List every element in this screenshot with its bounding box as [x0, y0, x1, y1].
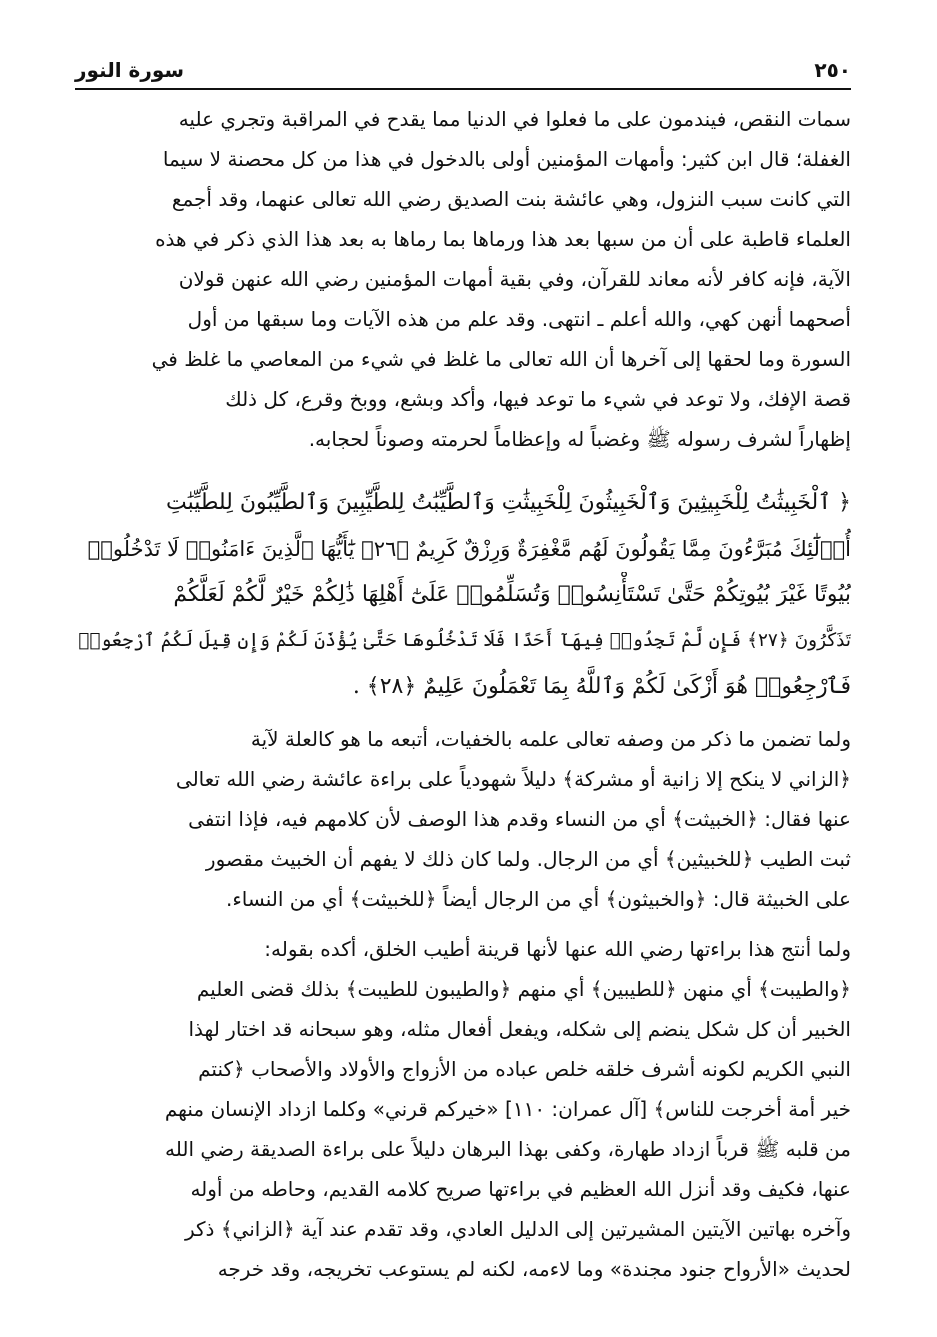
text-line: عنها فقال: ﴿الخبيثت﴾ أي من النساء وقدم هذا الوصف لأن كلامهم فيه، فإذا انتفى: [188, 807, 851, 831]
verse-line: بُيُوتًا غَيْرَ بُيُوتِكُمْ حَتَّىٰ تَسْتَأْنِسُوا۟ وَتُسَلِّمُوا۟ عَلَىٰٓ أَهْلِهَا ذَٰلِكُمْ خَيْرٌ لَّكُمْ لَعَلَّكُمْ: [173, 582, 851, 607]
commentary-paragraph-2: [75, 719, 851, 919]
text-line: العلماء قاطبة على أن من سبها بعد هذا ورماها بما رماها به بعد هذا الذي ذكر في هذه: [155, 227, 851, 251]
text-line: الخبير أن كل شكل ينضم إلى شكله، ويفعل أفعال مثله، وهو سبحانه قد اختار لهذا: [188, 1017, 851, 1041]
text-line: الآية، فإنه كافر لأنه معاند للقرآن، وفي بقية أمهات المؤمنين رضي الله عنهن قولان: [178, 267, 851, 291]
text-line: على الخبيثة قال: ﴿والخبيثون﴾ أي من الرجال أيضاً ﴿للخبيثت﴾ أي من النساء.: [226, 887, 851, 911]
text-line: ﴿والطيبت﴾ أي منهن ﴿للطيبين﴾ أي منهم ﴿والطيبون للطيبت﴾ بذلك قضى العليم: [196, 977, 851, 1001]
text-line: ثبت الطيب ﴿للخبيثين﴾ أي من الرجال. ولما كان ذلك لا يفهم أن الخبيث مقصور: [205, 847, 851, 871]
verse-line: تَذَكَّرُونَ ﴿٢٧﴾ فَإِن لَّمْ تَجِدُوا۟ فِيهَآ أَحَدًا فَلَا تَدْخُلُوهَا حَتَّىٰ يُؤْذَنَ لَكُمْ وَإِن قِيلَ لَكُمُ ٱرْجِعُوا۟: [78, 630, 851, 651]
text-line: من قلبه ﷺ قرباً ازداد طهارة، وكفى بهذا البرهان دليلاً على براءة الصديقة رضي الله: [165, 1137, 851, 1161]
text-line: سمات النقص، فيندمون على ما فعلوا في الدنيا مما يقدح في المراقبة وتجري عليه: [178, 107, 851, 131]
header-rule: [75, 88, 851, 90]
commentary-paragraph-1: [75, 99, 851, 459]
text-line: النبي الكريم لكونه أشرف خلقه خلص عباده من الأزواج والأولاد والأصحاب ﴿كنتم: [198, 1057, 851, 1081]
verse-line: أُو۟لَٰٓئِكَ مُبَرَّءُونَ مِمَّا يَقُولُونَ لَهُم مَّغْفِرَةٌ وَرِزْقٌ كَرِيمٌ ﴿٢٦﴾ يَٰٓأَيُّهَا ٱلَّذِينَ ءَامَنُوا۟ لَا تَدْخُلُوا۟: [87, 537, 851, 561]
text-line: قصة الإفك، ولا توعد في شيء ما توعد فيها، وأكد وبشع، ووبخ وقرع، كل ذلك: [225, 387, 851, 411]
text-line: وآخره بهاتين الآيتين المشيرتين إلى الدليل العادي، وقد تقدم عند آية ﴿الزاني﴾ ذكر: [185, 1217, 851, 1241]
surah-title: سورة النور: [75, 58, 185, 82]
verse-line: ﴿ ٱلْخَبِيثَٰتُ لِلْخَبِيثِينَ وَٱلْخَبِيثُونَ لِلْخَبِيثَٰتِ وَٱلطَّيِّبَٰتُ لِلطَّيِّبِينَ وَٱلطَّيِّبُونَ لِلطَّيِّبَٰتِ: [165, 490, 851, 515]
text-line: الغفلة؛ قال ابن كثير: وأمهات المؤمنين أولى بالدخول في هذا من كل محصنة لا سيما: [162, 147, 851, 171]
text-line: ولما أنتج هذا براءتها رضي الله عنها لأنها قرينة أطيب الخلق، أكده بقوله:: [264, 937, 851, 961]
text-line: السورة وما لحقها إلى آخرها أن الله تعالى ما غلظ في شيء من المعاصي ما غلظ في: [151, 347, 851, 371]
text-line: ولما تضمن ما ذكر من وصفه تعالى علمه بالخفيات، أتبعه ما هو كالعلة لآية: [250, 727, 851, 751]
text-line: خير أمة أخرجت للناس﴾ [آل عمران: ١١٠] «خيركم قرني» وكلما ازداد الإنسان منهم: [164, 1097, 851, 1121]
text-line: لحديث «الأرواح جنود مجندة» وما لاءمه، لكنه لم يستوعب تخريجه، وقد خرجه: [217, 1257, 851, 1281]
verse-line: فَٱرْجِعُوا۟ هُوَ أَزْكَىٰ لَكُمْ وَٱللَّهُ بِمَا تَعْمَلُونَ عَلِيمٌ ﴿٢٨﴾ .: [352, 674, 851, 699]
commentary-paragraph-3: [75, 929, 851, 1289]
text-line: التي كانت سبب النزول، وهي عائشة بنت الصديق رضي الله تعالى عنهما، وقد أجمع: [171, 187, 851, 211]
text-line: ﴿الزاني لا ينكح إلا زانية أو مشركة﴾ دليلاً شهودياً على براءة عائشة رضي الله تعالى: [175, 767, 851, 791]
page-number: ٢٥٠: [814, 58, 851, 82]
page-header: [75, 54, 851, 90]
text-line: إظهاراً لشرف رسوله ﷺ وغضباً له وإعظاماً لحرمته وصوناً لحجابه.: [308, 427, 851, 451]
quran-verses: [75, 480, 851, 710]
text-line: عنها، فكيف وقد أنزل الله العظيم في براءتها صريح كلامه القديم، وحاطه من أوله: [190, 1177, 851, 1201]
text-line: أصحهما أنهن كهي، والله أعلم ـ انتهى. وقد علم من هذه الآيات وما سبقها من أول: [187, 307, 851, 331]
